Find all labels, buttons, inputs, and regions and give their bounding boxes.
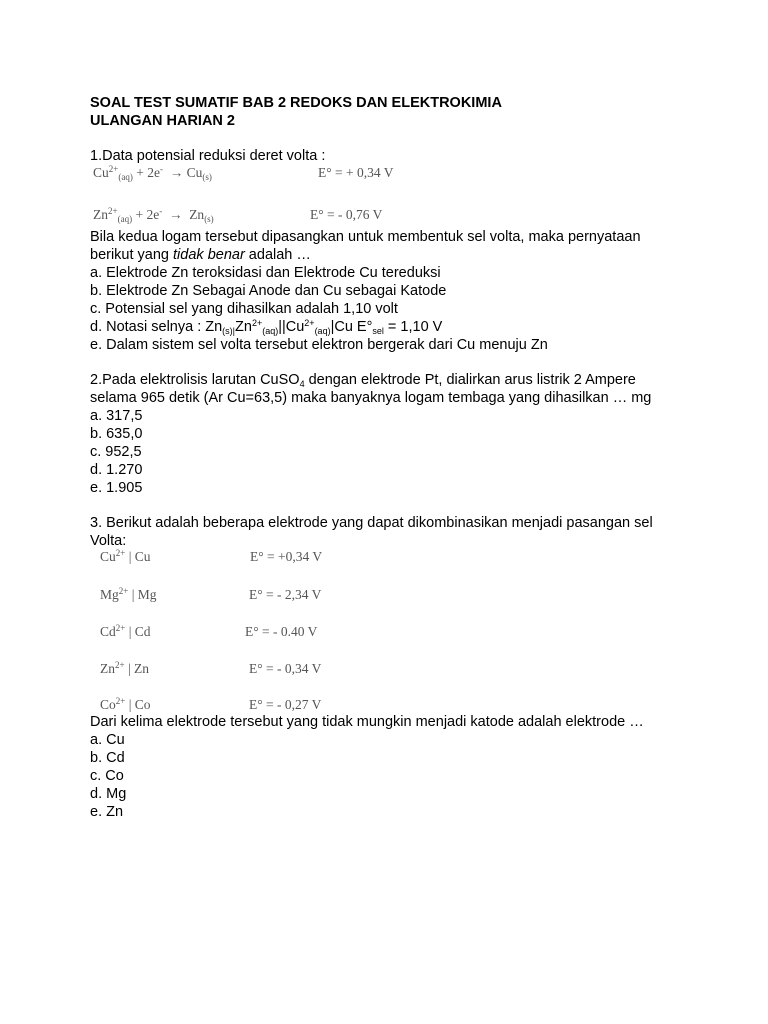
q1-option-a: a. Elektrode Zn teroksidasi dan Elektrode Cu tereduksi (90, 265, 441, 281)
q1-stem-line-2: berikut yang tidak benar adalah … (90, 247, 311, 263)
q2-option-c: c. 952,5 (90, 444, 142, 460)
q3-electrode-co: $Co^{2+}$ | Co (100, 696, 151, 712)
q3-potential-co: E° = - 0,27 V (249, 697, 322, 712)
q1-equation-zn: $Zn^{2+}_{(aq)} + 2e^- \to Zn_{(s)}$ (93, 206, 214, 224)
q3-electrode-zn: $Zn^{2+}$ | Zn (100, 660, 150, 676)
q3-electrode-cu: $Cu^{2+}$ | Cu (100, 548, 151, 564)
q1-intro: 1.Data potensial reduksi deret volta : (90, 148, 326, 164)
q1-potential-cu: E° = + 0,34 V (318, 165, 394, 180)
q3-option-c: c. Co (90, 768, 124, 784)
q3-potential-zn: E° = - 0,34 V (249, 661, 322, 676)
q2-stem-line-1: 2.Pada elektrolisis larutan CuSO$_4$ dengan elektrode Pt, dialirkan arus listrik 2 Ampere (90, 372, 636, 389)
title-line-2: ULANGAN HARIAN 2 (90, 113, 235, 129)
q2-option-e: e. 1.905 (90, 480, 143, 496)
q2-stem-line-2: selama 965 detik (Ar Cu=63,5) maka banyaknya logam tembaga yang dihasilkan … mg (90, 390, 652, 406)
q1-option-c: c. Potensial sel yang dihasilkan adalah 1,10 volt (90, 301, 398, 317)
q2-option-a: a. 317,5 (90, 408, 143, 424)
q2-option-b: b. 635,0 (90, 426, 143, 442)
q1-potential-zn: E° = - 0,76 V (310, 207, 383, 222)
q1-option-e: e. Dalam sistem sel volta tersebut elektron bergerak dari Cu menuju Zn (90, 337, 548, 353)
q3-electrode-mg: $Mg^{2+}$ | Mg (100, 586, 157, 602)
q1-option-b: b. Elektrode Zn Sebagai Anode dan Cu sebagai Katode (90, 283, 447, 299)
q1-equation-cu: $Cu^{2+}_{(aq)} + 2e^- \to Cu_{(s)}$ (93, 164, 212, 182)
q2-option-d: d. 1.270 (90, 462, 143, 478)
q3-stem-line-2: Volta: (90, 533, 127, 549)
q3-potential-mg: E° = - 2,34 V (249, 587, 322, 602)
q3-option-e: e. Zn (90, 804, 124, 820)
q3-option-b: b. Cd (90, 750, 125, 766)
q1-option-d: d. Notasi selnya : $Zn_{(s)|}Zn^{2+}_{(aq)}||Cu^{2+}_{(aq)}|Cu$ $E^\circ_{sel} = 1,10$ V (90, 318, 443, 336)
q3-option-d: d. Mg (90, 786, 127, 802)
q3-stem-line-1: 3. Berikut adalah beberapa elektrode yang dapat dikombinasikan menjadi pasangan sel (90, 515, 653, 531)
q3-electrode-cd: $Cd^{2+}$ | Cd (100, 623, 151, 639)
q3-potential-cu: E° = +0,34 V (250, 549, 323, 564)
q3-question: Dari kelima elektrode tersebut yang tidak mungkin menjadi katode adalah elektrode … (90, 714, 644, 730)
q3-potential-cd: E° = - 0.40 V (245, 624, 318, 639)
q1-stem-line-1: Bila kedua logam tersebut dipasangkan untuk membentuk sel volta, maka pernyataan (90, 229, 641, 245)
q3-option-a: a. Cu (90, 732, 125, 748)
title-line-1: SOAL TEST SUMATIF BAB 2 REDOKS DAN ELEKTROKIMIA (90, 95, 502, 111)
